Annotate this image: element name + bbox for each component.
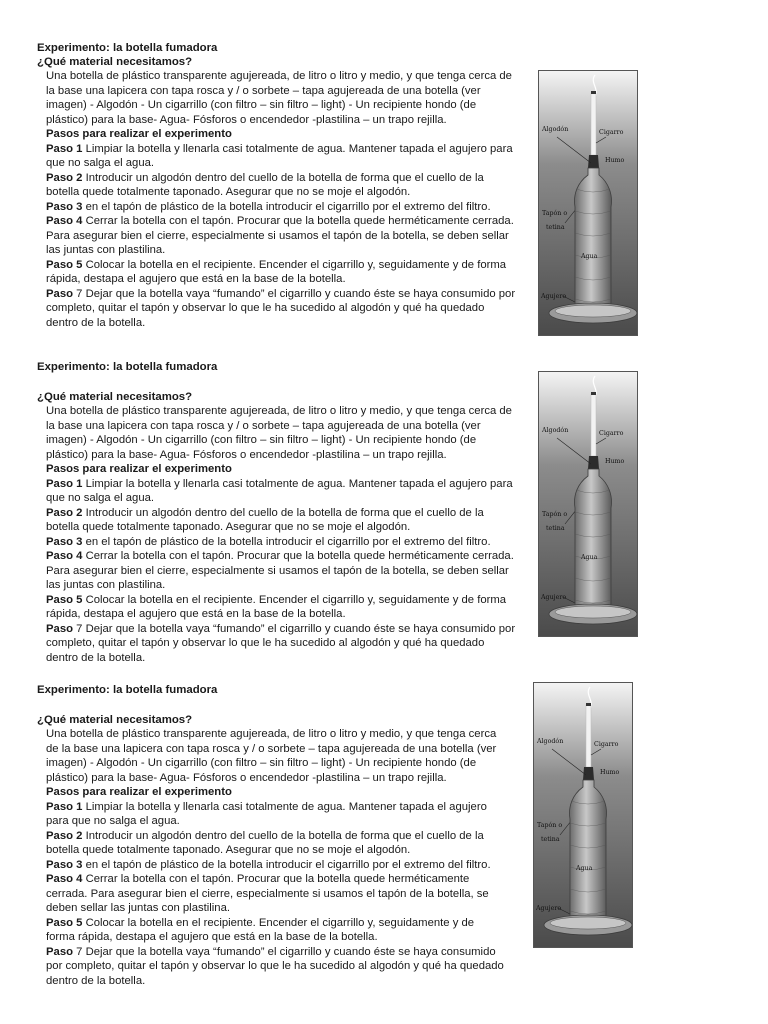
label-algodon: Algodón: [537, 738, 564, 745]
step-text: Colocar la botella en el recipiente. Encender el cigarrillo y, seguidamente y de forma: [82, 258, 507, 271]
material-line: plástico) para la base- Agua- Fósforos o encendedor -plastilina – un trapo rejilla.: [46, 771, 447, 784]
step-text: Introducir un algodón dentro del cuello de la botella de forma que el cuello de la: [82, 171, 484, 184]
step-7: [46, 622, 515, 637]
step-label: Paso 1: [46, 142, 83, 155]
step-text-line: rápida, destapa el agujero que está en la base de la botella.: [46, 608, 346, 620]
step-text: en el tapón de plástico de la botella introducir el cigarrillo por el extremo del filtro.: [82, 200, 491, 213]
material-line: de la base una lapicera con tapa rosca y / o sorbete – tapa agujereada de una botella (ver: [46, 742, 497, 755]
dish-water: [550, 917, 626, 929]
step-1: [46, 477, 515, 492]
label-agujero: Agujero: [541, 293, 567, 300]
section-title: Experimento: la botella fumadora: [37, 42, 218, 54]
step-text: Colocar la botella en el recipiente. Encender el cigarrillo y, seguidamente y de: [82, 916, 475, 929]
step-text-line: completo, quitar el tapón y observar lo que le ha sucedido al algodón y qué ha quedado: [46, 637, 485, 649]
smoking-bottle-illustration: [533, 682, 633, 948]
label-agujero: Agujero: [536, 905, 562, 912]
material-line: la base una lapicera con tapa rosca y / o sorbete – tapa agujereada de una botella (ver: [46, 419, 481, 432]
step-label: Paso 4: [46, 215, 83, 227]
step-label: Paso: [46, 287, 74, 300]
material-line: plástico) para la base- Agua- Fósforos o encendedor -plastilina – un trapo rejilla.: [46, 113, 447, 126]
step-text-line: deben sellar las juntas con plastilina.: [46, 902, 230, 914]
dish-water: [555, 305, 631, 317]
cigarette-tip: [591, 91, 596, 94]
cigarette: [586, 705, 591, 767]
smoking-bottle-illustration: [538, 371, 638, 637]
dish-water: [555, 606, 631, 618]
step-label: Paso: [46, 622, 74, 635]
label-agua: Agua: [581, 253, 598, 260]
smoking-bottle-illustration: [538, 70, 638, 336]
label-cigarro: Cigarro: [599, 129, 624, 136]
step-text-line: botella quede totalmente taponado. Asegurar que no se moje el algodón.: [46, 186, 411, 198]
step-7: [46, 287, 515, 302]
step-1: [46, 800, 504, 815]
label-tetina: tetina: [546, 224, 565, 231]
step-5: [46, 258, 515, 273]
material-line: la base una lapicera con tapa rosca y / o sorbete – tapa agujereada de una botella (ver: [46, 84, 481, 97]
label-algodon: Algodón: [542, 427, 569, 434]
material-line: imagen) - Algodón - Un cigarrillo (con filtro – sin filtro – light) - Un recipiente hondo (de: [46, 434, 477, 446]
material-line: imagen) - Algodón - Un cigarrillo (con filtro – sin filtro – light) - Un recipiente hondo (de: [46, 99, 477, 111]
step-7: [46, 945, 504, 960]
label-humo: Humo: [605, 157, 625, 164]
material-line: Una botella de plástico transparente agujereada, de litro o litro y medio, y que tenga cerca de: [46, 405, 512, 417]
label-tetina: tetina: [541, 836, 560, 843]
material-line: Una botella de plástico transparente agujereada, de litro o litro y medio, y que tenga cerca de: [46, 70, 512, 82]
cigarette: [591, 394, 596, 456]
step-2: [46, 171, 515, 186]
material-question: ¿Qué material necesitamos?: [37, 391, 193, 403]
label-algodon: Algodón: [542, 126, 569, 133]
section-body: [46, 69, 515, 330]
step-3: [46, 200, 515, 215]
label-tapon: Tapón o: [542, 511, 568, 518]
step-2: [46, 829, 504, 844]
material-line: plástico) para la base- Agua- Fósforos o encendedor -plastilina – un trapo rejilla.: [46, 448, 447, 461]
label-agujero: Agujero: [541, 594, 567, 601]
step-text: Introducir un algodón dentro del cuello de la botella de forma que el cuello de la: [82, 506, 484, 519]
step-1: [46, 142, 515, 157]
step-text: 7 Dejar que la botella vaya “fumando” el cigarrillo y cuando éste se haya consumido: [73, 945, 496, 958]
step-label: Paso 3: [46, 535, 83, 548]
label-cigarro: Cigarro: [594, 741, 619, 748]
step-text: Colocar la botella en el recipiente. Encender el cigarrillo y, seguidamente y de forma: [82, 593, 507, 606]
step-text-line: dentro de la botella.: [46, 316, 146, 329]
material-line: Una botella de plástico transparente agujereada, de litro o litro y medio, y que tenga cerca: [46, 728, 497, 740]
step-label: Paso 5: [46, 916, 83, 929]
step-text: en el tapón de plástico de la botella introducir el cigarrillo por el extremo del filtro.: [82, 535, 491, 548]
step-text-line: las juntas con plastilina.: [46, 579, 166, 591]
step-text-line: botella quede totalmente taponado. Asegurar que no se moje el algodón.: [46, 844, 411, 856]
step-text: Limpiar la botella y llenarla casi totalmente de agua. Mantener tapada el agujero: [82, 800, 487, 813]
step-label: Paso 1: [46, 477, 83, 490]
label-tapon: Tapón o: [542, 210, 568, 217]
step-label: Paso 3: [46, 858, 83, 871]
step-text-line: Para asegurar bien el cierre, especialmente si usamos el tapón de la botella, se deben sellar: [46, 564, 509, 577]
step-text-line: rápida, destapa el agujero que está en la base de la botella.: [46, 273, 346, 285]
step-label: Paso 2: [46, 506, 83, 519]
label-cigarro: Cigarro: [599, 430, 624, 437]
step-text: Limpiar la botella y llenarla casi totalmente de agua. Mantener tapada el agujero para: [82, 142, 513, 155]
step-5: [46, 593, 515, 608]
step-label: Paso 2: [46, 829, 83, 842]
step-text: 7 Dejar que la botella vaya “fumando” el cigarrillo y cuando éste se haya consumido por: [73, 287, 516, 300]
step-label: Paso 4: [46, 873, 83, 885]
material-line: imagen) - Algodón - Un cigarrillo (con filtro – sin filtro – light) - Un recipiente hondo (de: [46, 757, 477, 769]
bottle-cap: [588, 155, 599, 168]
step-2: [46, 506, 515, 521]
steps-heading: Pasos para realizar el experimento: [46, 463, 232, 475]
section-title: Experimento: la botella fumadora: [37, 361, 218, 373]
cigarette: [591, 93, 596, 155]
label-tapon: Tapón o: [537, 822, 563, 829]
step-text-line: que no salga el agua.: [46, 492, 155, 504]
step-text: en el tapón de plástico de la botella introducir el cigarrillo por el extremo del filtro.: [82, 858, 491, 871]
label-tetina: tetina: [546, 525, 565, 532]
section-body: [46, 404, 515, 665]
cigarette-tip: [586, 703, 591, 706]
label-humo: Humo: [600, 769, 620, 776]
material-question: ¿Qué material necesitamos?: [37, 714, 193, 726]
step-label: Paso 1: [46, 800, 83, 813]
label-agua: Agua: [576, 865, 593, 872]
step-5: [46, 916, 504, 931]
step-text-line: cerrada. Para asegurar bien el cierre, especialmente si usamos el tapón de la botella, se: [46, 887, 489, 900]
steps-heading: Pasos para realizar el experimento: [46, 786, 232, 798]
bottle-cap: [583, 767, 594, 780]
steps-heading: Pasos para realizar el experimento: [46, 128, 232, 140]
step-text: Cerrar la botella con el tapón. Procurar que la botella quede herméticamente cerrada.: [82, 215, 514, 227]
step-label: Paso 5: [46, 258, 83, 271]
label-agua: Agua: [581, 554, 598, 561]
step-label: Paso: [46, 945, 74, 958]
step-label: Paso 4: [46, 550, 83, 562]
step-label: Paso 2: [46, 171, 83, 184]
step-4: [46, 549, 515, 564]
step-text: Cerrar la botella con el tapón. Procurar que la botella quede herméticamente: [82, 873, 470, 885]
step-text: 7 Dejar que la botella vaya “fumando” el cigarrillo y cuando éste se haya consumido por: [73, 622, 516, 635]
section-body: [46, 727, 504, 988]
step-text: Cerrar la botella con el tapón. Procurar que la botella quede herméticamente cerrada.: [82, 550, 514, 562]
step-text-line: por completo, quitar el tapón y observar lo que le ha sucedido al algodón y qué ha quedado: [46, 960, 504, 972]
step-text-line: dentro de la botella.: [46, 974, 146, 987]
step-text-line: forma rápida, destapa el agujero que está en la base de la botella.: [46, 931, 378, 943]
step-text-line: completo, quitar el tapón y observar lo que le ha sucedido al algodón y qué ha quedado: [46, 302, 485, 314]
step-text-line: botella quede totalmente taponado. Asegurar que no se moje el algodón.: [46, 521, 411, 533]
step-text-line: que no salga el agua.: [46, 157, 155, 169]
step-3: [46, 858, 504, 873]
label-humo: Humo: [605, 458, 625, 465]
step-4: [46, 872, 504, 887]
step-text-line: las juntas con plastilina.: [46, 244, 166, 256]
material-question: ¿Qué material necesitamos?: [37, 56, 193, 68]
step-label: Paso 5: [46, 593, 83, 606]
step-text: Introducir un algodón dentro del cuello de la botella de forma que el cuello de la: [82, 829, 484, 842]
step-3: [46, 535, 515, 550]
step-text-line: para que no salga el agua.: [46, 815, 180, 827]
step-text: Limpiar la botella y llenarla casi totalmente de agua. Mantener tapada el agujero para: [82, 477, 513, 490]
cigarette-tip: [591, 392, 596, 395]
section-title: Experimento: la botella fumadora: [37, 684, 218, 696]
step-text-line: Para asegurar bien el cierre, especialmente si usamos el tapón de la botella, se deben sellar: [46, 229, 509, 242]
step-text-line: dentro de la botella.: [46, 651, 146, 664]
step-label: Paso 3: [46, 200, 83, 213]
bottle-cap: [588, 456, 599, 469]
step-4: [46, 214, 515, 229]
